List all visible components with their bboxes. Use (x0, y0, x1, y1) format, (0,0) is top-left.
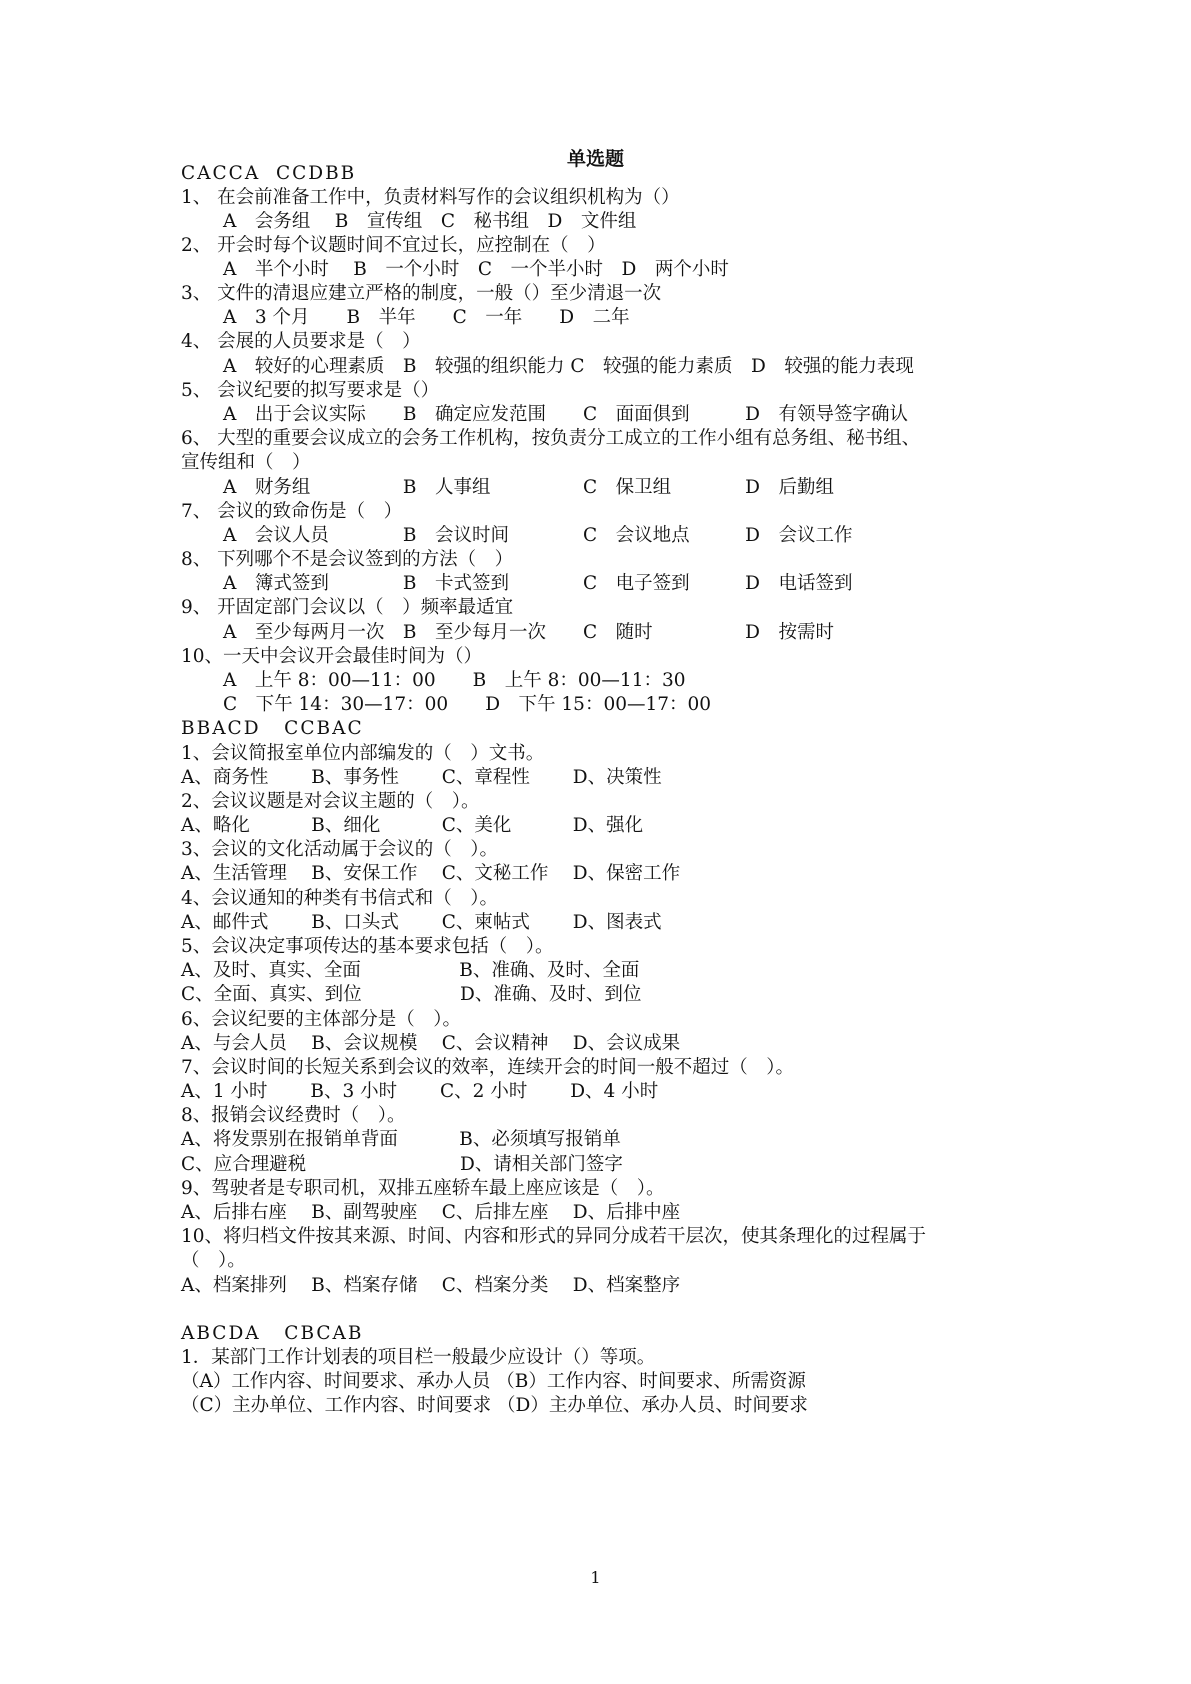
question-line: 10、将归档文件按其来源、时间、内容和形式的异同分成若干层次，使其条理化的过程属于 (181, 1226, 927, 1247)
page-title: 单选题 (566, 148, 624, 170)
question-line: 9、 开固定部门会议以（ ）频率最适宜 (181, 597, 514, 618)
option-line: A、邮件式 B、口头式 C、柬帖式 D、图表式 (181, 912, 662, 933)
question-line: 8、 下列哪个不是会议签到的方法（ ） (181, 549, 514, 570)
question-line: 3、会议的文化活动属于会议的（ ）。 (181, 839, 499, 860)
option-line: A 3 个月 B 半年 C 一年 D 二年 (223, 307, 630, 328)
question-line: 5、会议决定事项传达的基本要求包括（ ）。 (181, 936, 554, 957)
question-line: 6、 大型的重要会议成立的会务工作机构，按负责分工成立的工作小组有总务组、秘书组、 (181, 428, 921, 449)
question-line: 4、会议通知的种类有书信式和（ ）。 (181, 888, 499, 909)
option-line: A 较好的心理素质 B 较强的组织能力 C 较强的能力素质 D 较强的能力表现 (223, 356, 914, 377)
option-line: （C）主办单位、工作内容、时间要求 （D）主办单位、承办人员、时间要求 (181, 1395, 808, 1416)
option-line: A、1 小时 B、3 小时 C、2 小时 D、4 小时 (181, 1081, 659, 1102)
answer-key: CACCA CCDBB (181, 163, 357, 184)
option-line: A、及时、真实、全面 B、准确、及时、全面 (181, 960, 640, 981)
question-line: 5、 会议纪要的拟写要求是（） (181, 380, 440, 401)
question-line: 4、 会展的人员要求是（ ） (181, 331, 421, 352)
option-line: A 至少每两月一次 B 至少每月一次 C 随时 D 按需时 (223, 622, 834, 643)
question-line: 6、会议纪要的主体部分是（ ）。 (181, 1009, 462, 1030)
question-line: 1、 在会前准备工作中，负责材料写作的会议组织机构为（） (181, 187, 680, 208)
question-line: 7、 会议的致命伤是（ ） (181, 501, 403, 522)
option-line: C、应合理避税 D、请相关部门签字 (181, 1154, 623, 1175)
question-line: 1、会议简报室单位内部编发的（ ）文书。 (181, 743, 545, 764)
answer-key: BBACD CCBAC (181, 718, 364, 739)
question-line: 1．某部门工作计划表的项目栏一般最少应设计（）等项。 (181, 1347, 656, 1368)
option-line: A、略化 B、细化 C、美化 D、强化 (181, 815, 644, 836)
question-line: 10、一天中会议开会最佳时间为（） (181, 646, 483, 667)
question-line: 宣传组和（ ） (181, 452, 311, 473)
question-line: 8、报销会议经费时（ ）。 (181, 1105, 406, 1126)
option-line: A 会议人员 B 会议时间 C 会议地点 D 会议工作 (223, 525, 853, 546)
question-line: 3、 文件的清退应建立严格的制度，一般（）至少清退一次 (181, 283, 662, 304)
option-line: A 财务组 B 人事组 C 保卫组 D 后勤组 (223, 477, 834, 498)
page-number: 1 (590, 1568, 601, 1587)
answer-key: ABCDA CBCAB (181, 1323, 364, 1344)
option-line: A 会务组 B 宣传组 C 秘书组 D 文件组 (223, 211, 637, 232)
question-line: 7、会议时间的长短关系到会议的效率，连续开会的时间一般不超过（ ）。 (181, 1057, 795, 1078)
question-line: 9、驾驶者是专职司机，双排五座轿车最上座应该是（ ）。 (181, 1178, 665, 1199)
option-line: C 下午 14：30—17：00 D 下午 15：00—17：00 (223, 694, 712, 715)
option-line: A、商务性 B、事务性 C、章程性 D、决策性 (181, 767, 662, 788)
option-line: A、与会人员 B、会议规模 C、会议精神 D、会议成果 (181, 1033, 681, 1054)
option-line: C、全面、真实、到位 D、准确、及时、到位 (181, 984, 642, 1005)
question-line: 2、 开会时每个议题时间不宜过长，应控制在（ ） (181, 235, 606, 256)
option-line: A 出于会议实际 B 确定应发范围 C 面面俱到 D 有领导签字确认 (223, 404, 908, 425)
option-line: （A）工作内容、时间要求、承办人员 （B）工作内容、时间要求、所需资源 (181, 1371, 806, 1392)
question-line: 2、会议议题是对会议主题的（ ）。 (181, 791, 480, 812)
option-line: A 上午 8：00—11：00 B 上午 8：00—11：30 (223, 670, 686, 691)
option-line: A、后排右座 B、副驾驶座 C、后排左座 D、后排中座 (181, 1202, 681, 1223)
option-line: A 簿式签到 B 卡式签到 C 电子签到 D 电话签到 (223, 573, 853, 594)
option-line: A、档案排列 B、档案存储 C、档案分类 D、档案整序 (181, 1275, 681, 1296)
question-line: （ ）。 (181, 1250, 246, 1271)
option-line: A 半个小时 B 一个小时 C 一个半小时 D 两个小时 (223, 259, 729, 280)
option-line: A、生活管理 B、安保工作 C、文秘工作 D、保密工作 (181, 863, 681, 884)
option-line: A、将发票别在报销单背面 B、必须填写报销单 (181, 1129, 621, 1150)
